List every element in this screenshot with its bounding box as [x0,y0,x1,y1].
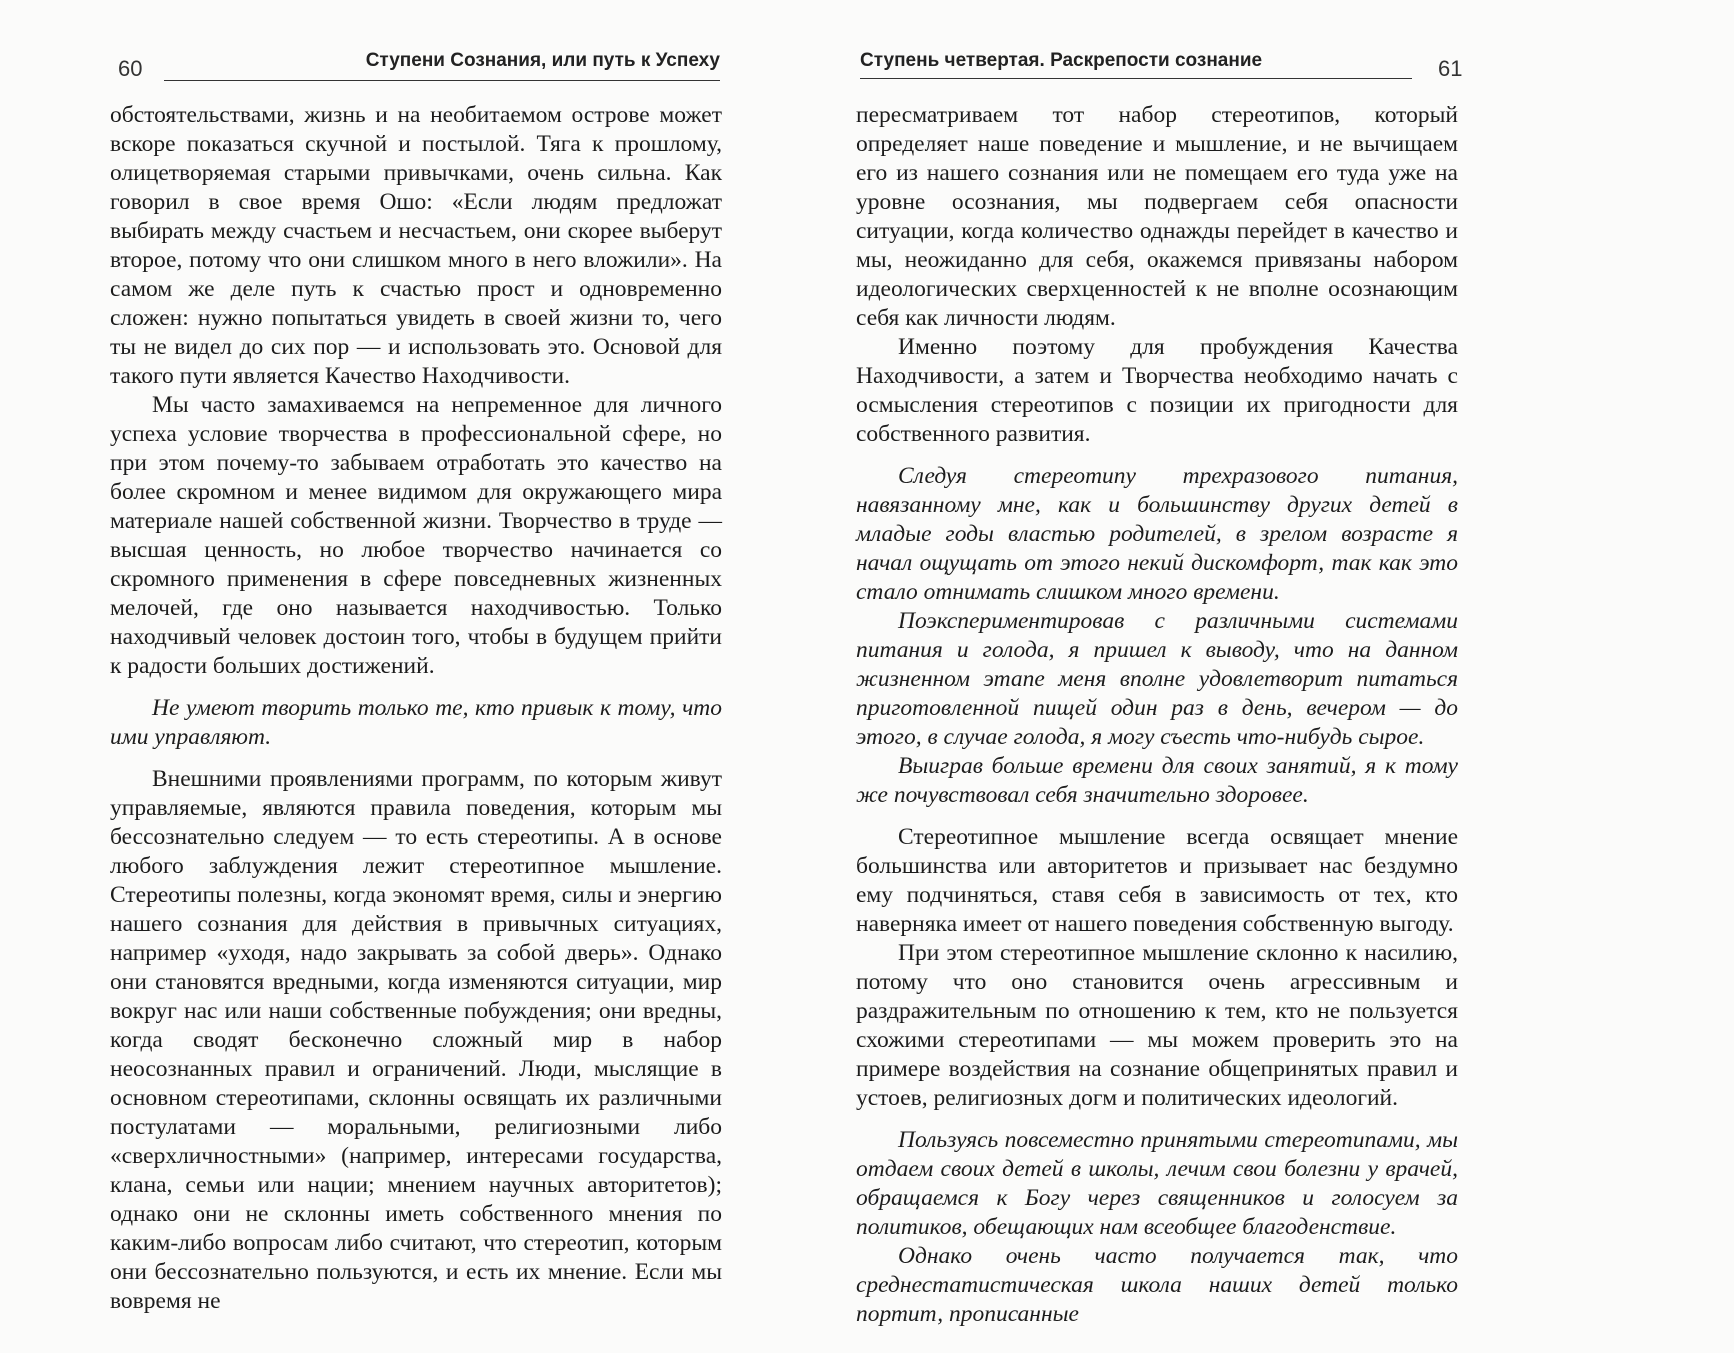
italic-example: Выиграв больше времени для своих занятий, я к тому же почувствовал себя значительно здоровее. [856,753,1458,808]
italic-example: Однако очень часто получается так, что среднестатистическая школа наших детей только портит, прописанные [856,1243,1458,1327]
running-head: Ступень четвертая. Раскрепости сознание [860,50,1263,71]
paragraph: При этом стереотипное мышление склонно к насилию, потому что оно становится очень агрессивным и раздражительным по отношению к тем, кто не пользуется схожими стереотипами — мы можем проверить это на примере воздействия на сознание общепринятых правил и устоев, религиозных догм и политических идеологий. [856,940,1458,1111]
italic-example: Следуя стереотипу трехразового питания, навязанному мне, как и большинству других детей в младые годы властью родителей, в зрелом возрасте я начал ощущать от этого некий дискомфорт, так как это стало отнимать слишком много времени. [856,463,1458,605]
page-number: 60 [118,56,143,81]
italic-example: Не умеют творить только те, кто привык к тому, что ими управляют. [110,695,722,750]
italic-example: Пользуясь повсеместно принятыми стереотипами, мы отдаем своих детей в школы, лечим свои болезни у врачей, обращаемся к Богу через священников и голосуем за политиков, обещающих нам всеобщее благоденствие. [856,1127,1458,1240]
paragraph: Мы часто замахиваемся на непременное для личного успеха условие творчества в профессиональной сфере, но при этом почему-то забываем отработать это качество на более скромном и менее видимом для окружающего мира материале нашей собственной жизни. Творчество в труде — высшая ценность, но любое творчество начинается со скромного применения в сфере повседневных жизненных мелочей, где оно называется находчивостью. Только находчивый человек достоин того, чтобы в будущем прийти к радости больших достижений. [110,392,722,679]
running-head: Ступени Сознания, или путь к Успеху [365,50,720,71]
header-rule [860,78,1412,79]
paragraph: Именно поэтому для пробуждения Качества Находчивости, а затем и Творчества необходимо начать с осмысления стереотипов с позиции их пригодности для собственного развития. [856,334,1458,447]
italic-example: Поэкспериментировав с различными системами питания и голода, я пришел к выводу, что на данном жизненном этапе меня вполне удовлетворит питаться приготовленной пищей один раз в день, вечером — до этого, в случае голода, я могу съесть что-нибудь сырое. [856,608,1458,750]
right-page [856,0,1734,1353]
left-page-body [110,101,722,1316]
header-rule [164,80,720,81]
right-page-body [856,101,1458,1342]
paragraph: пересматриваем тот набор стереотипов, который определяет наше поведение и мышление, и не вычищаем его из нашего сознания или не помещаем его туда уже на уровне осознания, мы подвергаем себя опасности ситуации, когда количество однажды перейдет в качество и мы, неожиданно для себя, окажемся привязаны набором идеологических сверхценностей к не вполне осознающим себя как личности людям. [856,102,1458,331]
paragraph: обстоятельствами, жизнь и на необитаемом острове может вскоре показаться скучной и постылой. Тяга к прошлому, олицетворяемая старыми привычками, очень сильна. Как говорил в свое время Ошо: «Если людям предложат выбирать между счастьем и несчастьем, они скорее выберут второе, потому что они слишком много в него вложили». На самом же деле путь к счастью прост и одновременно сложен: нужно попытаться увидеть в своей жизни то, чего ты не видел до сих пор — и использовать это. Основой для такого пути является Качество Находчивости. [110,102,722,389]
paragraph: Стереотипное мышление всегда освящает мнение большинства или авторитетов и призывает нас бездумно ему подчиняться, ставя себя в зависимость от тех, кто наверняка имеет от нашего поведения собственную выгоду. [856,824,1458,937]
page-number: 61 [1438,56,1463,81]
paragraph: Внешними проявлениями программ, по которым живут управляемые, являются правила поведения, которым мы бессознательно следуем — то есть стереотипы. А в основе любого заблуждения лежит стереотипное мышление. Стереотипы полезны, когда экономят время, силы и энергию нашего сознания для действия в привычных ситуациях, например «уходя, надо закрывать за собой дверь». Однако они становятся вредными, когда изменяются ситуации, мир вокруг нас или наши собственные побуждения; они вредны, когда сводят бесконечно сложный мир в набор неосознанных правил и ограничений. Люди, мыслящие в основном стереотипами, склонны освящать их различными постулатами — моральными, религиозными либо «сверхличностными» (например, интересами государства, клана, семьи или нации; мнением научных авторитетов); однако они не склонны иметь собственного мнения по каким-либо вопросам либо считают, что стереотип, которым они бессознательно пользуются, и есть их мнение. Если мы вовремя не [110,766,722,1314]
